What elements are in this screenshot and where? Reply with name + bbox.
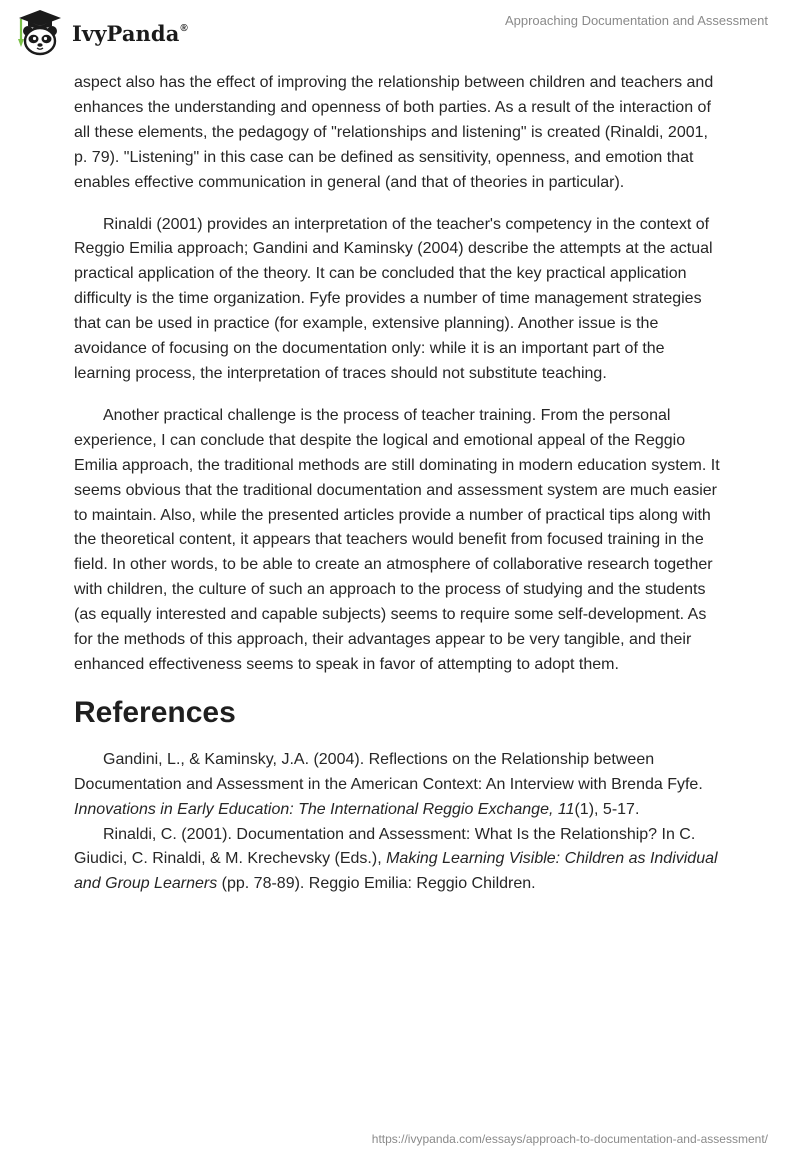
- panda-graduate-icon: [14, 9, 66, 57]
- references-heading: References: [74, 695, 236, 729]
- reference-item: [74, 823, 724, 898]
- brand-name: IvyPanda®: [72, 20, 188, 46]
- reference-text: Gandini, L., & Kaminsky, J.A. (2004). Reflections on the Relationship between Documentation and Assessment in the American Context: An Interview with Brenda Fyfe.: [74, 750, 703, 793]
- reference-source: Innovations in Early Education: The International Reggio Exchange, 11: [74, 800, 575, 818]
- reference-text: Rinaldi, C. (2001). Documentation and Assessment: What Is the Relationship? In C. Giudici, C. Rinaldi, & M. Krechevsky (Eds.),: [74, 825, 696, 868]
- body-paragraph: Rinaldi (2001) provides an interpretation of the teacher's competency in the context of Reggio Emilia approach; Gandini and Kaminsky (2004) describe the attempts at the actual practical application of the theory. It can be concluded that the key practical application difficulty is the time organization. Fyfe provides a number of time management strategies that can be used in practice (for example, extensive planning). Another issue is the avoidance of focusing on the documentation only: while it is an important part of the learning process, the interpretation of traces should not substitute teaching.: [74, 215, 713, 382]
- body-paragraph: Another practical challenge is the process of teacher training. From the personal experience, I can conclude that despite the logical and emotional appeal of the Reggio Emilia approach, the traditional methods are still dominating in modern education system. It seems obvious that the traditional documentation and assessment system are much easier to maintain. Also, while the presented articles provide a number of practical tips along with the theoretical content, it appears that teachers would benefit from focused training in the field. In other words, to be able to create an atmosphere of collaborative research together with children, the culture of such an approach to the process of studying and the students (as equally interested and capable subjects) seems to require some self-development. As for the methods of this approach, their advantages appear to be very tangible, and their enhanced effectiveness seems to speak in favor of attempting to adopt them.: [74, 406, 720, 673]
- reference-source: Making Learning Visible: Children as Individual and Group Learners: [74, 850, 718, 893]
- reference-text: (pp. 78-89). Reggio Emilia: Reggio Children.: [217, 875, 536, 893]
- brand-logo[interactable]: [14, 9, 188, 57]
- document-body: [74, 71, 724, 897]
- reference-list: [74, 748, 724, 897]
- body-paragraph: aspect also has the effect of improving the relationship between children and teachers and enhances the understanding and openness of both parties. As a result of the interaction of all these elements, the pedagogy of "relationships and listening" is created (Rinaldi, 2001, p. 79). "Listening" in this case can be defined as sensitivity, openness, and emotion that enables effective communication in general (and that of theories in particular).: [74, 74, 714, 191]
- reference-text: (1), 5-17.: [574, 800, 640, 818]
- reference-item: [74, 748, 724, 823]
- registered-mark: ®: [180, 22, 188, 34]
- document-title: Approaching Documentation and Assessment: [504, 13, 768, 28]
- footer-source-url[interactable]: https://ivypanda.com/essays/approach-to-documentation-and-assessment/: [371, 1132, 768, 1146]
- page-header: [0, 0, 800, 62]
